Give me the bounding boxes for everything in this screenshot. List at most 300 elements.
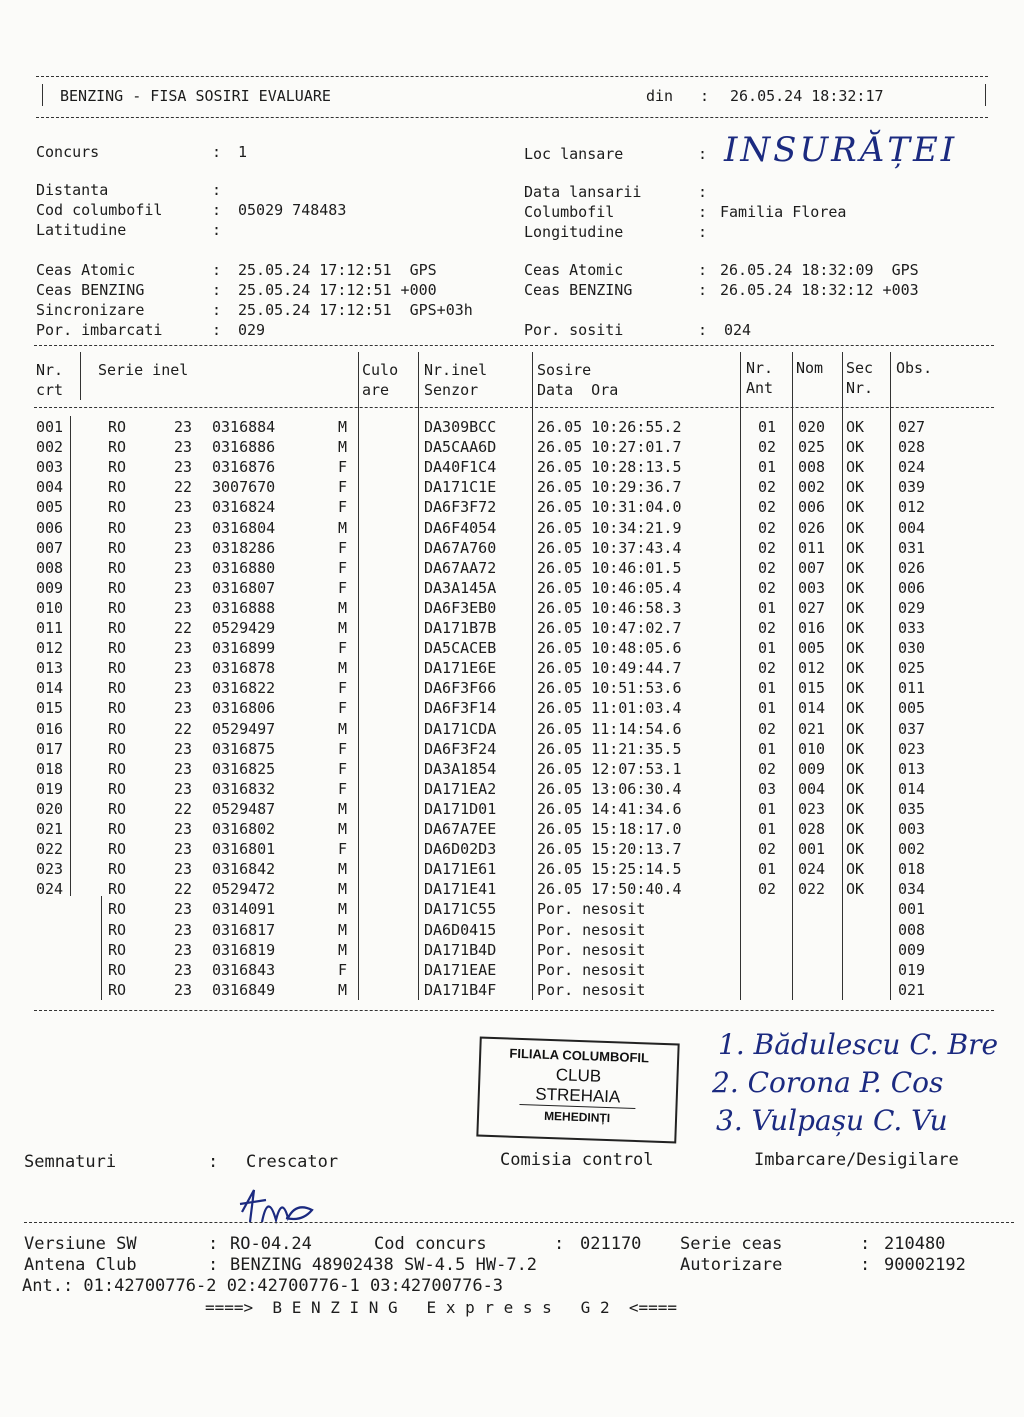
row-antenna: 02 [758, 619, 777, 637]
row-obs: 024 [898, 458, 926, 477]
serie-ceas-label: Serie ceas [680, 1234, 783, 1254]
col-sep [740, 352, 741, 1000]
th-are: are [362, 381, 390, 399]
row-crt: 022 [36, 840, 64, 859]
row-antenna: 01 [758, 679, 777, 698]
row-arrival: 26.05 10:37:43.4 [537, 538, 682, 557]
row-country: RO [108, 900, 127, 919]
row-sec: OK [846, 538, 865, 557]
colon: : [212, 143, 222, 161]
row-sec: OK [846, 639, 865, 658]
row-country: RO [108, 820, 127, 838]
row-country: RO [108, 518, 127, 537]
row-obs: 037 [898, 719, 926, 738]
row-sensor: DA171B4F [424, 980, 497, 999]
loc-lansare-value: INSURĂȚEI [724, 130, 958, 170]
row-crt: 024 [36, 880, 64, 899]
colon: : [698, 321, 708, 339]
row-ring-number: 0316822 [212, 679, 276, 698]
row-ring-number: 0316842 [212, 860, 276, 879]
row-antenna: 02 [758, 498, 777, 517]
row-obs: 018 [898, 860, 926, 879]
row-nom: 012 [798, 659, 826, 678]
colon: : [698, 183, 708, 201]
stamp-line-3: STREHAIA [534, 1084, 621, 1107]
row-arrival: 26.05 11:14:54.6 [537, 719, 682, 738]
row-obs: 002 [898, 840, 926, 859]
row-ring-number: 0316806 [212, 699, 276, 718]
row-sensor: DA40F1C4 [424, 458, 497, 477]
row-sex: M [338, 799, 348, 818]
row-sec: OK [846, 699, 865, 718]
row-sex: M [338, 518, 348, 537]
row-year: 23 [174, 900, 193, 919]
row-crt: 011 [36, 619, 64, 637]
col-sep [70, 416, 71, 896]
row-ring-number: 0316819 [212, 940, 276, 959]
row-crt: 006 [36, 518, 64, 537]
col-sep [358, 352, 359, 1000]
row-country: RO [108, 739, 127, 758]
row-nom: 014 [798, 699, 826, 718]
row-antenna: 02 [758, 518, 777, 537]
ceas-atomic-2-label: Ceas Atomic [524, 261, 624, 279]
row-sec: OK [846, 679, 865, 698]
antena-value: BENZING 48902438 SW-4.5 HW-7.2 [230, 1255, 538, 1275]
row-sensor: DA171B4D [424, 940, 497, 959]
row-sensor: DA171C55 [424, 900, 497, 919]
header-top-rule [36, 76, 988, 77]
row-sensor: DA67AA72 [424, 558, 497, 577]
row-arrival: 26.05 10:47:02.7 [537, 619, 682, 637]
row-sec: OK [846, 418, 865, 436]
row-year: 23 [174, 960, 193, 979]
row-sex: F [338, 840, 348, 859]
colon: : [212, 281, 222, 299]
row-obs: 005 [898, 699, 926, 718]
concurs-label: Concurs [36, 143, 100, 161]
row-arrival: Por. nesosit [537, 960, 646, 979]
row-antenna: 01 [758, 458, 777, 477]
row-year: 23 [174, 639, 193, 658]
row-obs: 003 [898, 820, 926, 838]
th-sec: Sec [846, 359, 874, 377]
comisia-control-label: Comisia control [500, 1150, 654, 1170]
row-year: 22 [174, 619, 193, 637]
th-senzor: Senzor [424, 381, 479, 399]
row-sensor: DA171EA2 [424, 779, 497, 798]
colon: : [212, 221, 222, 239]
row-sex: M [338, 920, 348, 939]
row-sensor: DA6F3F66 [424, 679, 497, 698]
th-crt: crt [36, 381, 64, 399]
row-obs: 026 [898, 558, 926, 577]
row-obs: 027 [898, 418, 926, 436]
sositi-label: Por. sositi [524, 321, 624, 339]
row-ring-number: 0318286 [212, 538, 276, 557]
handwritten-signature-1: 1. Bădulescu C. Bre [718, 1028, 999, 1061]
row-arrival: 26.05 15:18:17.0 [537, 820, 682, 838]
row-sec: OK [846, 860, 865, 879]
row-arrival: Por. nesosit [537, 920, 646, 939]
row-sec: OK [846, 880, 865, 899]
footer-rule [24, 1222, 1014, 1223]
row-nom: 016 [798, 619, 826, 637]
colon: : [212, 181, 222, 199]
row-obs: 001 [898, 900, 926, 919]
row-year: 23 [174, 940, 193, 959]
row-ring-number: 0316817 [212, 920, 276, 939]
row-obs: 030 [898, 639, 926, 658]
row-country: RO [108, 438, 127, 457]
row-ring-number: 0316875 [212, 739, 276, 758]
row-nom: 021 [798, 719, 826, 738]
row-year: 23 [174, 578, 193, 597]
table-bottom-rule [34, 1010, 994, 1011]
serie-ceas-value: 210480 [884, 1234, 946, 1254]
row-sensor: DA171EAE [424, 960, 497, 979]
row-year: 23 [174, 438, 193, 457]
row-sex: F [338, 538, 348, 557]
columbofil-label: Columbofil [524, 203, 615, 221]
row-nom: 008 [798, 458, 826, 477]
row-sensor: DA67A760 [424, 538, 497, 557]
sositi-value: 024 [724, 321, 752, 339]
row-antenna: 02 [758, 538, 777, 557]
row-sex: F [338, 699, 348, 718]
row-sensor: DA171E41 [424, 880, 497, 899]
row-antenna: 02 [758, 558, 777, 577]
row-sensor: DA5CAA6D [424, 438, 497, 457]
row-obs: 029 [898, 598, 926, 617]
th-sec-nr: Nr. [846, 379, 874, 397]
row-year: 23 [174, 820, 193, 838]
table-top-rule [34, 345, 994, 346]
row-country: RO [108, 538, 127, 557]
row-sec: OK [846, 518, 865, 537]
col-sep [418, 352, 419, 1000]
row-obs: 009 [898, 940, 926, 959]
row-country: RO [108, 619, 127, 637]
row-sex: M [338, 880, 348, 899]
row-sex: F [338, 478, 348, 497]
row-sex: F [338, 679, 348, 698]
row-nom: 002 [798, 478, 826, 497]
row-sex: M [338, 719, 348, 738]
row-antenna: 02 [758, 478, 777, 497]
row-sex: M [338, 659, 348, 678]
row-obs: 023 [898, 739, 926, 758]
ceas-atomic-label: Ceas Atomic [36, 261, 136, 279]
ceas-benzing-value: 25.05.24 17:12:51 +000 [238, 281, 437, 299]
row-year: 22 [174, 799, 193, 818]
row-antenna: 02 [758, 759, 777, 778]
row-antenna: 02 [758, 578, 777, 597]
row-ring-number: 0316888 [212, 598, 276, 617]
crescator-label: Crescator [246, 1152, 339, 1172]
data-lansarii-label: Data lansarii [524, 183, 642, 201]
row-arrival: 26.05 17:50:40.4 [537, 880, 682, 899]
ceas-atomic-value: 25.05.24 17:12:51 GPS [238, 261, 437, 279]
th-obs: Obs. [896, 359, 933, 377]
row-obs: 011 [898, 679, 926, 698]
row-nom: 020 [798, 418, 826, 436]
row-country: RO [108, 639, 127, 658]
row-nom: 011 [798, 538, 826, 557]
col-sep [80, 352, 81, 400]
row-country: RO [108, 719, 127, 738]
row-nom: 001 [798, 840, 826, 859]
cod-columbofil-value: 05029 748483 [238, 201, 347, 219]
row-arrival: 26.05 12:07:53.1 [537, 759, 682, 778]
colon: : [860, 1234, 871, 1254]
header-din-value: 26.05.24 18:32:17 [730, 87, 884, 105]
colon: : [698, 203, 708, 221]
row-antenna: 02 [758, 659, 777, 678]
row-crt: 023 [36, 860, 64, 879]
row-sex: F [338, 739, 348, 758]
row-obs: 039 [898, 478, 926, 497]
row-sec: OK [846, 478, 865, 497]
row-sec: OK [846, 578, 865, 597]
row-ring-number: 0316849 [212, 980, 276, 999]
row-country: RO [108, 940, 127, 959]
row-nom: 005 [798, 639, 826, 658]
row-sensor: DA6F3EB0 [424, 598, 497, 617]
row-nom: 006 [798, 498, 826, 517]
crescator-signature-mark [232, 1182, 332, 1232]
imbarcati-value: 029 [238, 321, 266, 339]
row-obs: 033 [898, 619, 926, 637]
row-crt: 015 [36, 699, 64, 718]
row-sec: OK [846, 458, 865, 477]
row-country: RO [108, 840, 127, 859]
th-data-ora: Data Ora [537, 381, 619, 399]
row-nom: 023 [798, 799, 826, 818]
row-year: 23 [174, 840, 193, 859]
row-crt: 020 [36, 799, 64, 818]
row-ring-number: 0316843 [212, 960, 276, 979]
colon: : [698, 261, 708, 279]
row-sensor: DA3A1854 [424, 759, 497, 778]
row-arrival: 26.05 10:48:05.6 [537, 639, 682, 658]
row-year: 23 [174, 860, 193, 879]
versiune-value: RO-04.24 [230, 1234, 312, 1254]
cod-concurs-label: Cod concurs [374, 1234, 487, 1254]
row-sensor: DA171D01 [424, 799, 497, 818]
header-right-bar [985, 84, 986, 106]
row-sex: F [338, 458, 348, 477]
row-sex: F [338, 779, 348, 798]
row-ring-number: 0316899 [212, 639, 276, 658]
imbarcati-label: Por. imbarcati [36, 321, 163, 339]
row-nom: 022 [798, 880, 826, 899]
row-crt: 008 [36, 558, 64, 577]
row-obs: 028 [898, 438, 926, 457]
colon: : [212, 261, 222, 279]
row-nom: 009 [798, 759, 826, 778]
columbofil-value: Familia Florea [720, 203, 847, 221]
row-obs: 025 [898, 659, 926, 678]
col-sep [532, 352, 533, 1000]
antena-label: Antena Club [24, 1255, 137, 1275]
row-nom: 015 [798, 679, 826, 698]
row-country: RO [108, 980, 127, 999]
row-year: 23 [174, 659, 193, 678]
row-year: 23 [174, 920, 193, 939]
row-year: 23 [174, 699, 193, 718]
row-crt: 021 [36, 820, 64, 838]
autorizare-label: Autorizare [680, 1255, 783, 1275]
row-crt: 005 [36, 498, 64, 517]
row-crt: 014 [36, 679, 64, 698]
row-ring-number: 0316801 [212, 840, 276, 859]
th-sosire: Sosire [537, 361, 592, 379]
row-crt: 010 [36, 598, 64, 617]
row-year: 23 [174, 759, 193, 778]
row-crt: 016 [36, 719, 64, 738]
row-antenna: 01 [758, 598, 777, 617]
row-country: RO [108, 418, 127, 436]
row-year: 23 [174, 598, 193, 617]
row-ring-number: 0316824 [212, 498, 276, 517]
colon: : [212, 201, 222, 219]
row-obs: 012 [898, 498, 926, 517]
row-sex: F [338, 578, 348, 597]
row-arrival: Por. nesosit [537, 980, 646, 999]
row-arrival: 26.05 10:46:01.5 [537, 558, 682, 577]
row-sec: OK [846, 719, 865, 738]
row-sex: F [338, 960, 348, 979]
row-obs: 035 [898, 799, 926, 818]
row-obs: 031 [898, 538, 926, 557]
th-ant: Ant [746, 379, 774, 397]
row-sensor: DA171CDA [424, 719, 497, 738]
ceas-atomic-2-value: 26.05.24 18:32:09 GPS [720, 261, 919, 279]
th-culo: Culo [362, 361, 399, 379]
row-country: RO [108, 458, 127, 477]
row-antenna: 01 [758, 739, 777, 758]
th-nom: Nom [796, 359, 824, 377]
row-crt: 002 [36, 438, 64, 457]
row-sensor: DA6D02D3 [424, 840, 497, 859]
stamp-line-1: FILIALA COLUMBOFIL [509, 1045, 650, 1066]
row-ring-number: 0316876 [212, 458, 276, 477]
sincronizare-value: 25.05.24 17:12:51 GPS+03h [238, 301, 473, 319]
row-year: 23 [174, 558, 193, 577]
row-ring-number: 0316884 [212, 418, 276, 436]
row-ring-number: 0316886 [212, 438, 276, 457]
th-nr-inel: Nr.inel [424, 361, 488, 379]
row-crt: 013 [36, 659, 64, 678]
row-year: 23 [174, 498, 193, 517]
concurs-value: 1 [238, 143, 248, 161]
sincronizare-label: Sincronizare [36, 301, 145, 319]
versiune-label: Versiune SW [24, 1234, 137, 1254]
longitudine-label: Longitudine [524, 223, 624, 241]
autorizare-value: 90002192 [884, 1255, 966, 1275]
row-year: 23 [174, 538, 193, 557]
colon: : [698, 145, 708, 163]
row-sex: M [338, 418, 348, 436]
semnaturi-label: Semnaturi [24, 1152, 117, 1172]
benzing-express-banner: ====> B E N Z I N G E x p r e s s G 2 <==== [205, 1298, 678, 1317]
row-sex: F [338, 558, 348, 577]
row-year: 23 [174, 458, 193, 477]
row-nom: 004 [798, 779, 826, 798]
row-ring-number: 0316807 [212, 578, 276, 597]
row-ring-number: 0316804 [212, 518, 276, 537]
row-sec: OK [846, 438, 865, 457]
row-antenna: 02 [758, 880, 777, 899]
row-year: 22 [174, 478, 193, 497]
row-nom: 010 [798, 739, 826, 758]
row-sec: OK [846, 739, 865, 758]
row-country: RO [108, 799, 127, 818]
row-antenna: 02 [758, 840, 777, 859]
col-sep [792, 352, 793, 1000]
row-sec: OK [846, 759, 865, 778]
antenna-list: Ant.: 01:42700776-2 02:42700776-1 03:42700776-3 [22, 1276, 504, 1296]
row-ring-number: 0316880 [212, 558, 276, 577]
row-crt: 019 [36, 779, 64, 798]
row-sec: OK [846, 558, 865, 577]
colon: : [698, 223, 708, 241]
row-sex: M [338, 860, 348, 879]
row-arrival: 26.05 11:21:35.5 [537, 739, 682, 758]
row-obs: 014 [898, 779, 926, 798]
row-country: RO [108, 880, 127, 899]
row-year: 23 [174, 779, 193, 798]
row-crt: 017 [36, 739, 64, 758]
row-obs: 013 [898, 759, 926, 778]
colon: : [860, 1255, 871, 1275]
row-ring-number: 0529497 [212, 719, 276, 738]
table-header-rule [34, 407, 994, 408]
row-sex: F [338, 498, 348, 517]
row-antenna: 03 [758, 779, 777, 798]
row-year: 23 [174, 980, 193, 999]
row-arrival: 26.05 10:28:13.5 [537, 458, 682, 477]
latitudine-label: Latitudine [36, 221, 127, 239]
row-sensor: DA6F3F72 [424, 498, 497, 517]
row-sensor: DA6F4054 [424, 518, 497, 537]
row-sec: OK [846, 498, 865, 517]
row-arrival: 26.05 10:34:21.9 [537, 518, 682, 537]
row-arrival: 26.05 13:06:30.4 [537, 779, 682, 798]
row-antenna: 01 [758, 699, 777, 718]
row-sensor: DA171C1E [424, 478, 497, 497]
ceas-benzing-2-value: 26.05.24 18:32:12 +003 [720, 281, 919, 299]
row-year: 23 [174, 418, 193, 436]
row-arrival: 26.05 10:51:53.6 [537, 679, 682, 698]
colon: : [208, 1255, 219, 1275]
row-year: 23 [174, 739, 193, 758]
row-antenna: 01 [758, 860, 777, 879]
cod-concurs-value: 021170 [580, 1234, 642, 1254]
row-arrival: 26.05 10:49:44.7 [537, 659, 682, 678]
row-country: RO [108, 699, 127, 718]
semnaturi-colon: : [208, 1152, 219, 1172]
row-sensor: DA171B7B [424, 619, 497, 637]
row-country: RO [108, 558, 127, 577]
header-left-bar [42, 84, 43, 106]
row-year: 22 [174, 719, 193, 738]
row-ring-number: 0314091 [212, 900, 276, 919]
row-sex: F [338, 639, 348, 658]
th-nr-ant: Nr. [746, 359, 774, 377]
distanta-label: Distanta [36, 181, 109, 199]
